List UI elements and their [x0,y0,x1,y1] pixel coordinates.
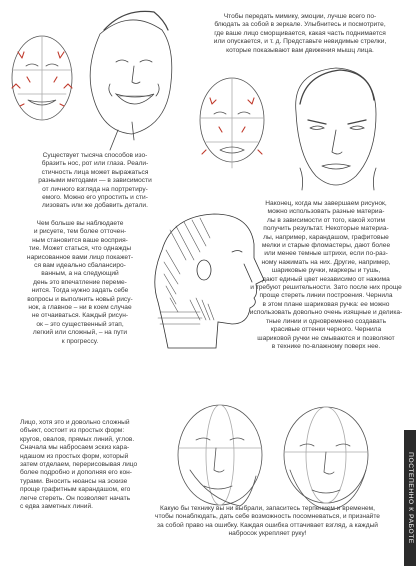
sketch-bottom-left-head [178,405,262,506]
paragraph-mimicry: Чтобы передать мимику, эмоции, лучше всего по- блюдать за собой в зеркале. Улыбнитесь и посмотрите, где ваше лицо сморщивается, какая часть поднимается или опускается, и т. д. Представьте невидимые стрелки, которые показывают вам движения мышц лица. [213,13,387,54]
sketch-face-arrows [12,36,72,120]
sketch-laughing-face [90,11,172,150]
sketch-angry-face [296,68,376,190]
paragraph-finish: Наконец, когда мы завершаем рисунок, можно использовать разные материа- лы в зависимости от того, какой хотим получить результат. Некоторые материа- лы, например, карандашом, графитовые мелки и старые фломастеры, дают более или менее темные штрихи, если по-раз- ному нажимать на них. Другие, например, шариковые ручки, маркеры и тушь, дают единый цвет независимо от нажима и требуют решительности. Зато после них проще проще стереть линии построения. Чернила в этом плане шариковая ручка: ее можно использовать довольно очень изящные и делика- тные линии и одновременно создавать красивые оттенки черного. Чернила шариковой ручки не смываются и позволяют в технике по-влажному поверх нее. [249,200,403,350]
paragraph-observe: Чем больше вы наблюдаете и рисуете, тем более отточен- ным становится ваше восприя- тие. Может статься, что однажды нарисованное вами лицо покажет- ся вам идеально сбалансиро- ванным, а на следующий день это впечатление переме- нится. Тогда нужно задать себе вопросы и выполнить новый рису- нок, а главное – ни в коем случае не отчаиваться. Каждый рисун- ок – это существенный этап, легкий или сложный, – на пути к прогрессу. [26,220,134,345]
paragraph-face: Лицо, хотя это и довольно сложный объект, состоит из простых форм: кругов, овалов, прямых линий, углов. Сначала мы набросаем эскиз кара- ндашом из простых форм, который затем отделаем, перерисовывая лицо более подробно и дополняя его кон- турами. Вносить нюансы на эскизе проще графитным карандашом, его легче стереть. Он позволяет начать с едва заметных линий. [20,419,138,511]
sketch-construction-face [200,78,264,168]
sketch-bottom-right-head [284,407,368,510]
sidebar-label: ПОСТЕПЕННО К РАБОТЕ [407,452,414,544]
section-sidebar-tab [404,430,416,566]
paragraph-patience: Какую бы технику вы ни выбрали, запаситесь терпением и временем, чтобы понаблюдать, дать себе возможность посомневаться, и признайте за собой право на ошибку. Каждая ошибка оттачивает взгляд, а каждый набросок укрепляет руку! [155,505,380,538]
paragraph-ways: Существует тысяча способов изо- бразить нос, рот или глаза. Реали- стичность лица может выражаться разными методами — в зависимости от личного взгляда на портретиру- емого. Можно его упростить и сти- лизовать или же добавить детали. [38,152,152,210]
